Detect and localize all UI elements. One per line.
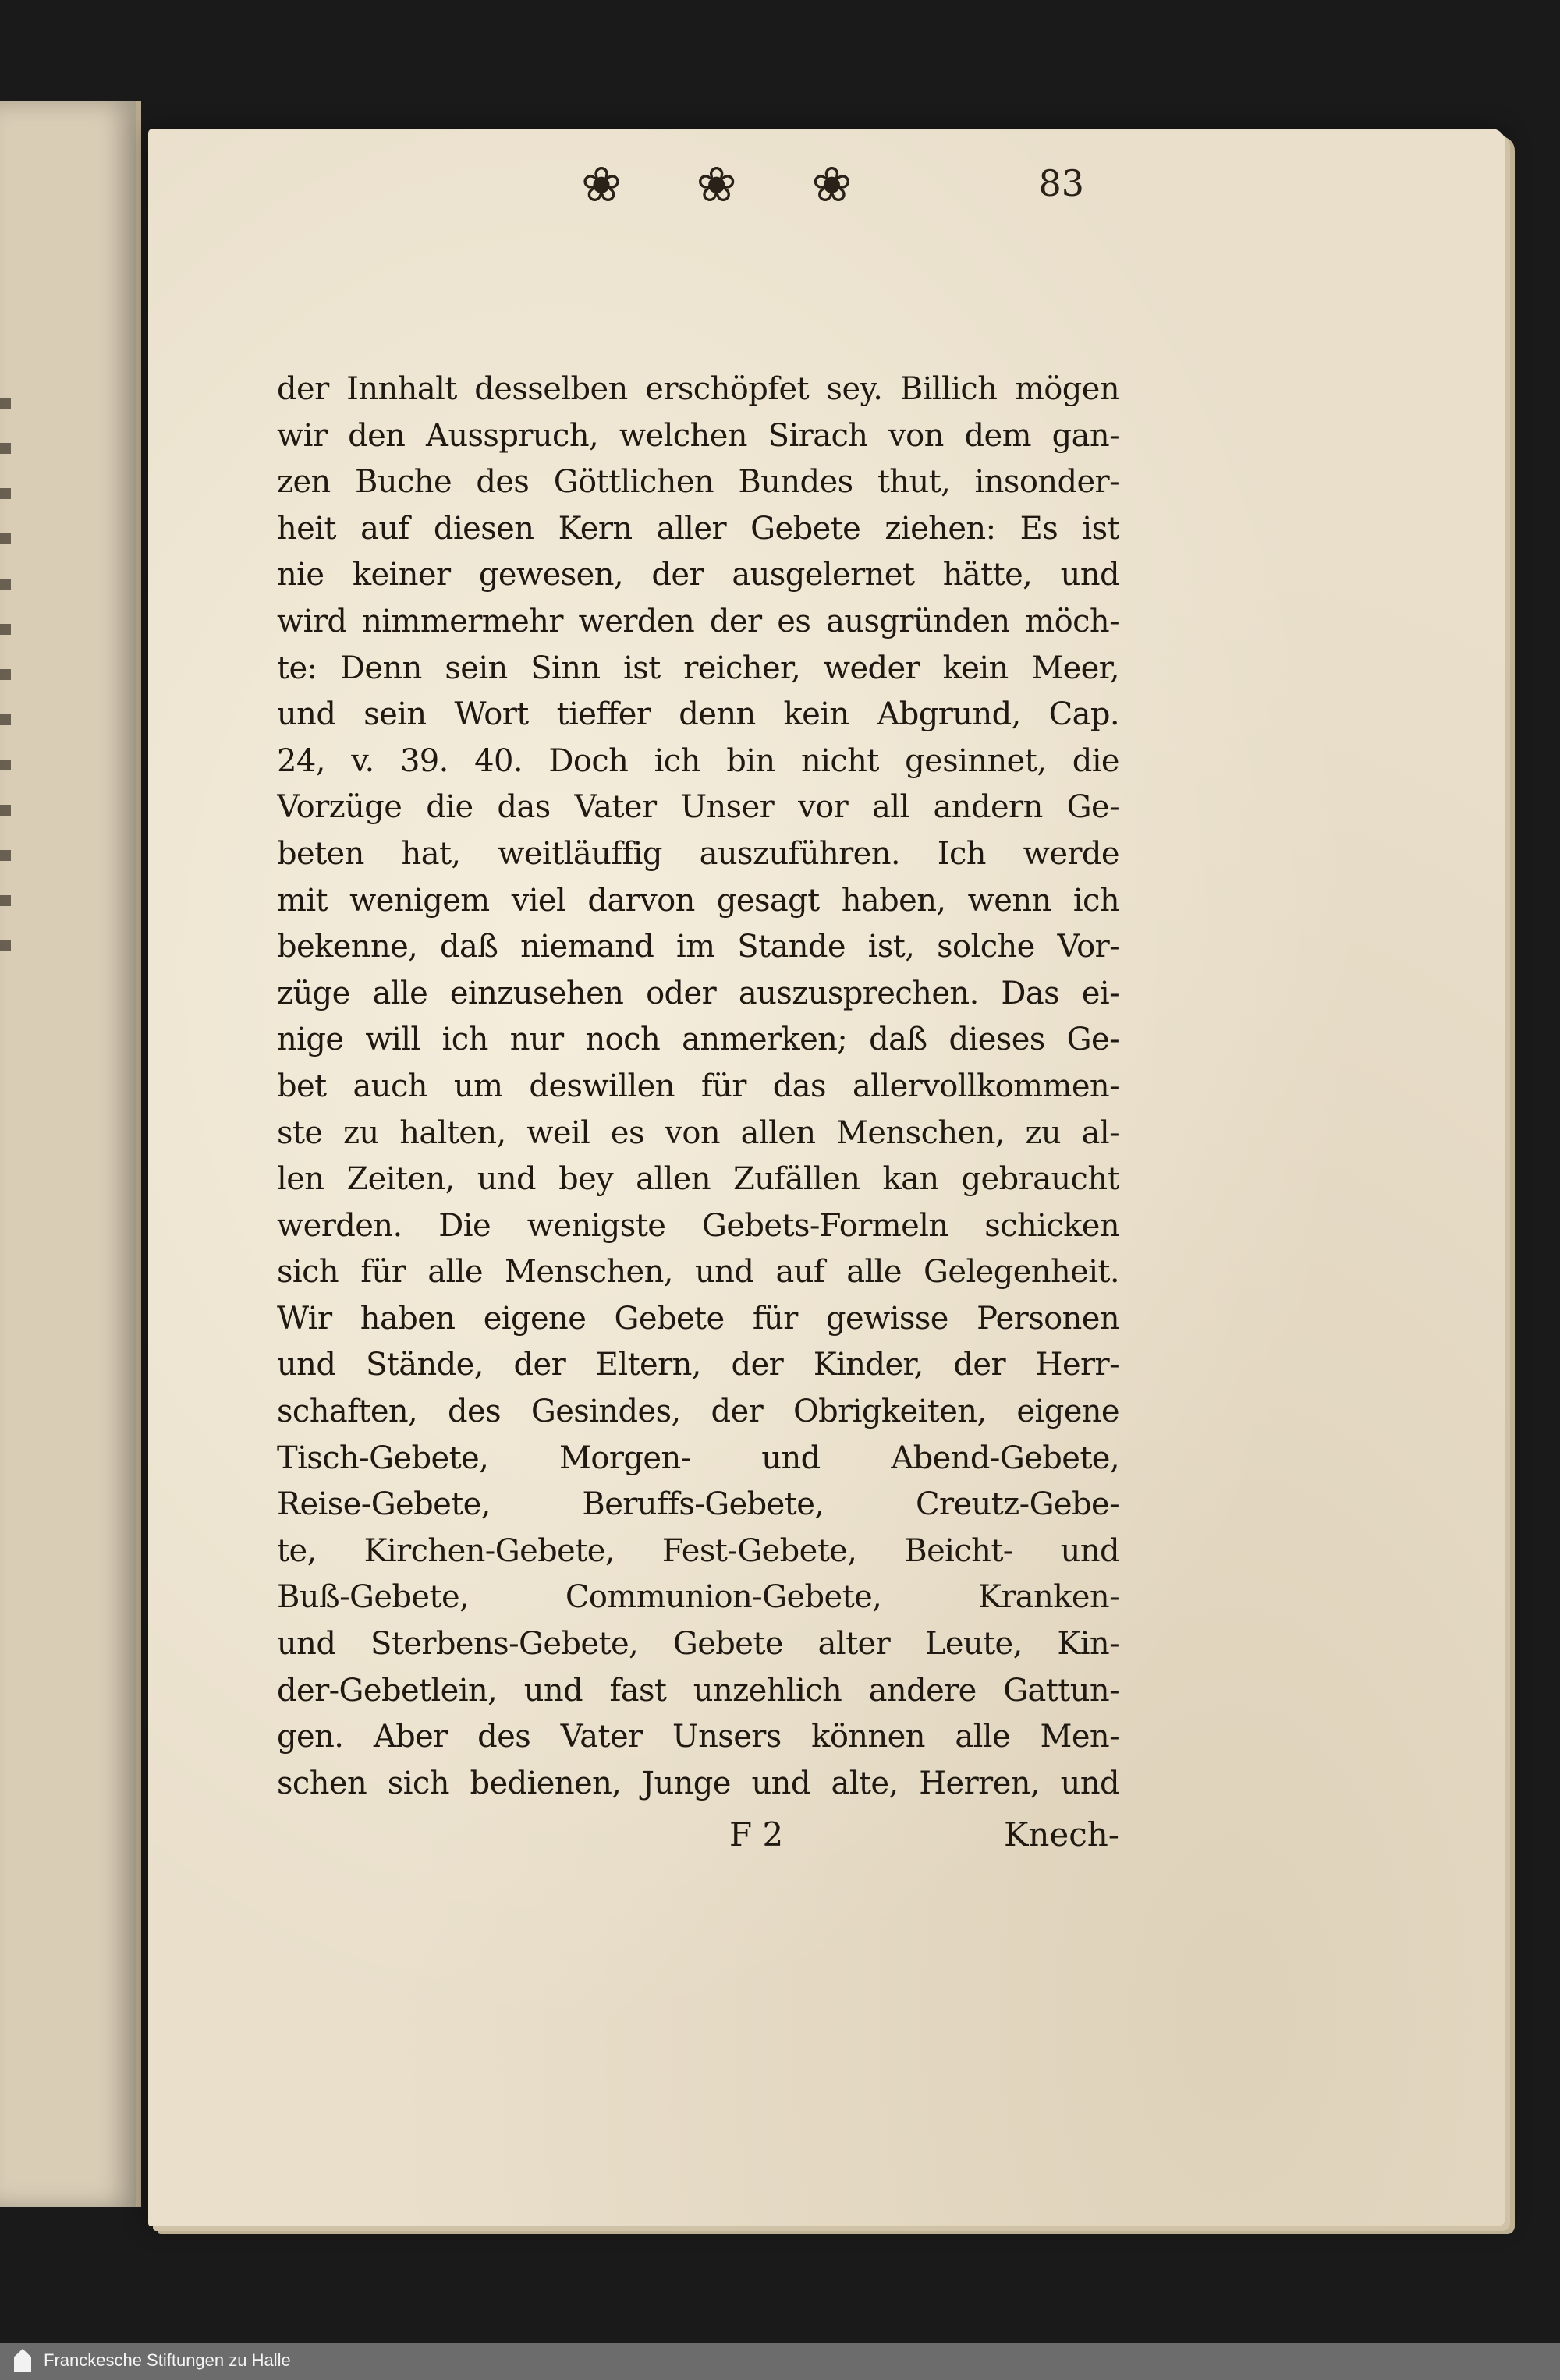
text-line: Buß-Gebete, Communion-Gebete, Kranken-	[277, 1579, 1119, 1616]
signature-mark: F 2	[729, 1815, 784, 1854]
header-ornaments: ❀ ❀ ❀	[581, 156, 882, 213]
text-line: beten hat, weitläuffig auszuführen. Ich werde	[277, 835, 1119, 872]
text-line: bekenne, daß niemand im Stande ist, solche Vor-	[277, 929, 1119, 965]
text-line: der-Gebetlein, und fast unzehlich andere Gattun-	[277, 1672, 1119, 1709]
text-line: schen sich bedienen, Junge und alte, Herren, und	[277, 1765, 1119, 1801]
text-line: Wir haben eigene Gebete für gewisse Personen	[277, 1300, 1119, 1337]
text-line: ste zu halten, weil es von allen Menschen, zu al-	[277, 1114, 1119, 1151]
text-line: nige will ich nur noch anmerken; daß dieses Ge-	[277, 1022, 1119, 1058]
text-line: Vorzüge die das Vater Unser vor all andern Ge-	[277, 789, 1119, 826]
credit-bar	[0, 2343, 1560, 2380]
text-line: nie keiner gewesen, der ausgelernet hätte, und	[277, 557, 1119, 593]
facing-page-text-edge	[0, 398, 11, 959]
institution-logo-icon	[14, 2349, 31, 2372]
text-line: und Stände, der Eltern, der Kinder, der Herr-	[277, 1347, 1119, 1383]
text-line: der Innhalt desselben erschöpfet sey. Billich mögen	[277, 371, 1119, 407]
text-line: gen. Aber des Vater Unsers können alle Men-	[277, 1719, 1119, 1755]
catchword: Knech-	[1003, 1815, 1119, 1854]
text-line: Tisch-Gebete, Morgen- und Abend-Gebete,	[277, 1440, 1119, 1476]
text-line: mit wenigem viel darvon gesagt haben, wenn ich	[277, 882, 1119, 919]
credit-text: Franckesche Stiftungen zu Halle	[44, 2350, 291, 2370]
text-line: 24, v. 39. 40. Doch ich bin nicht gesinnet, die	[277, 742, 1119, 779]
text-line: werden. Die wenigste Gebets-Formeln schicken	[277, 1207, 1119, 1244]
text-line: schaften, des Gesindes, der Obrigkeiten, eigene	[277, 1394, 1119, 1430]
text-line: zen Buche des Göttlichen Bundes thut, insonder-	[277, 464, 1119, 501]
text-line: züge alle einzusehen oder auszusprechen. Das ei-	[277, 975, 1119, 1011]
text-line: len Zeiten, und bey allen Zufällen kan gebraucht	[277, 1161, 1119, 1198]
facing-page-edge	[0, 101, 141, 2207]
text-line: und sein Wort tieffer denn kein Abgrund, Cap.	[277, 696, 1119, 733]
page-number: 83	[1038, 162, 1084, 204]
page-footer	[277, 1815, 1119, 1862]
page-header	[429, 156, 1131, 218]
text-line: te, Kirchen-Gebete, Fest-Gebete, Beicht- und	[277, 1532, 1119, 1569]
text-line: sich für alle Menschen, und auf alle Gelegenheit.	[277, 1254, 1119, 1291]
text-line: wir den Ausspruch, welchen Sirach von dem gan-	[277, 417, 1119, 454]
text-line: wird nimmermehr werden der es ausgründen möch-	[277, 603, 1119, 639]
text-line: und Sterbens-Gebete, Gebete alter Leute, Kin-	[277, 1626, 1119, 1663]
text-line: Reise-Gebete, Beruffs-Gebete, Creutz-Gebe-	[277, 1486, 1119, 1523]
text-line: te: Denn sein Sinn ist reicher, weder kein Meer,	[277, 650, 1119, 686]
text-line: heit auf diesen Kern aller Gebete ziehen: Es ist	[277, 510, 1119, 547]
body-text	[277, 367, 1119, 1807]
text-line: bet auch um deswillen für das allervollkommen-	[277, 1068, 1119, 1104]
